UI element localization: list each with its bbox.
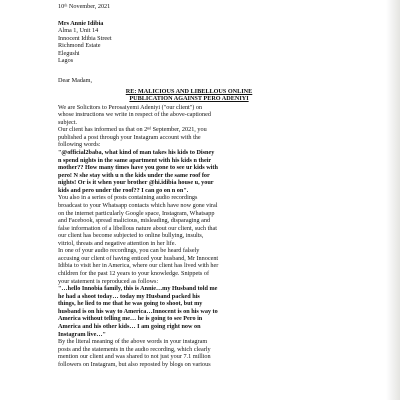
quote-line: Instagram live…" [58, 330, 106, 338]
audio-quote [58, 285, 320, 338]
address-line: Richmond Estate [58, 42, 101, 50]
text-line: followers on Instagram, but also reposted by blogs on various [58, 360, 211, 368]
closing-paragraph [58, 338, 320, 368]
quote-line: America without telling me… he is going to see Pero in [58, 315, 203, 323]
address-line: Innocent Idibia Street [58, 34, 112, 42]
page-edge-shadow [386, 0, 400, 400]
quote-line: n spend nights in the same apartment with his kids n their [58, 156, 212, 164]
text-line: vitriol, threats and negative attention in her life. [58, 239, 177, 247]
quote-line: "…hello Innobia family, this is Annie…my Husband told me [58, 285, 218, 293]
text-line: following words: [58, 141, 101, 149]
intro-paragraph [58, 104, 320, 127]
recipient-address [58, 20, 320, 65]
quote-line: pero! N she stay with u n the kids under the same roof for [58, 171, 210, 179]
quote-line: "@official2baba, what kind of man takes his kids to Disney [58, 149, 215, 156]
text-line: children for the past 12 years to your knowledge. Snippets of [58, 270, 210, 277]
subject-line: RE: MALICIOUS AND LIBELLOUS ONLINE [125, 87, 253, 95]
claim-paragraph [58, 126, 320, 149]
letter-date: 10ᵗʰ November, 2021 [58, 3, 111, 10]
text-line: and Facebook, spread malicious, misleading, disparaging and [58, 217, 211, 225]
quote-line: husband is on his way to America…Innocent is on his way to [58, 307, 218, 315]
text-line: Our client has informed us that on 2ⁿᵈ September, 2021, you [58, 126, 207, 134]
text-line: false information of a libellous nature about our client, such that [58, 224, 217, 232]
text-line: broadcast to your Whatsapp contacts which have now gone viral [58, 201, 218, 209]
text-line: your statement is reproduced as follows: [58, 277, 159, 285]
text-line: In one of your audio recordings, you can be heard falsely [58, 247, 200, 255]
text-line: our client has become subjected to online bullying, insults, [58, 232, 204, 240]
recipient-name: Mrs Annie Idibia [58, 19, 104, 27]
audio-paragraph [58, 194, 320, 285]
text-line: You also in a series of posts containing audio recordings [58, 194, 198, 202]
text-line: subject. [58, 118, 78, 126]
text-line: accusing our client of having enticed your husband, Mr Innocent [58, 254, 219, 262]
quote-line: things, he lied to me that he was going to shoot, but my [58, 300, 203, 308]
text-line: whose instructions we write in respect of the above-captioned [58, 111, 211, 119]
text-line: published a post through your Instagram account with the [58, 133, 201, 141]
text-line: By the literal meaning of the above words in your instagram [58, 338, 208, 346]
quote-line: America and his other kids… I am going right now on [58, 322, 201, 330]
text-line: posts and the statements in the audio recording, which clearly [58, 345, 211, 353]
address-line: Elegushi [58, 49, 80, 57]
text-line: We are Solicitors to Perosaiyemi Adeniyi ("our client") on [58, 103, 203, 111]
letter-body [58, 3, 320, 368]
quote-line: nights! Or is it when your brother @hi.idibia house u, your [58, 179, 214, 187]
quote-line: he had a shoot today… today my Husband packed his [58, 292, 200, 300]
address-line: Alma 1, Unit 14 [58, 27, 99, 35]
salutation: Dear Madam, [58, 76, 93, 84]
subject-heading [58, 88, 320, 103]
quote-line: kids and pero under the roof?? I can go on n on". [58, 186, 189, 194]
instagram-quote [58, 149, 320, 194]
text-line: on the internet particularly Google space, Instagram, Whatsapp [58, 209, 215, 217]
text-line: mention our client and was shared to not just your 7.1 million [58, 353, 211, 361]
quote-line: mother?? How many times have you gone to see ur kids with [58, 164, 218, 172]
text-line: Idibia to visit her in America, where our client has lived with her [58, 262, 219, 270]
subject-line: PUBLICATION AGAINST PERO ADENIYI [129, 95, 249, 103]
address-line: Lagos [58, 57, 74, 65]
